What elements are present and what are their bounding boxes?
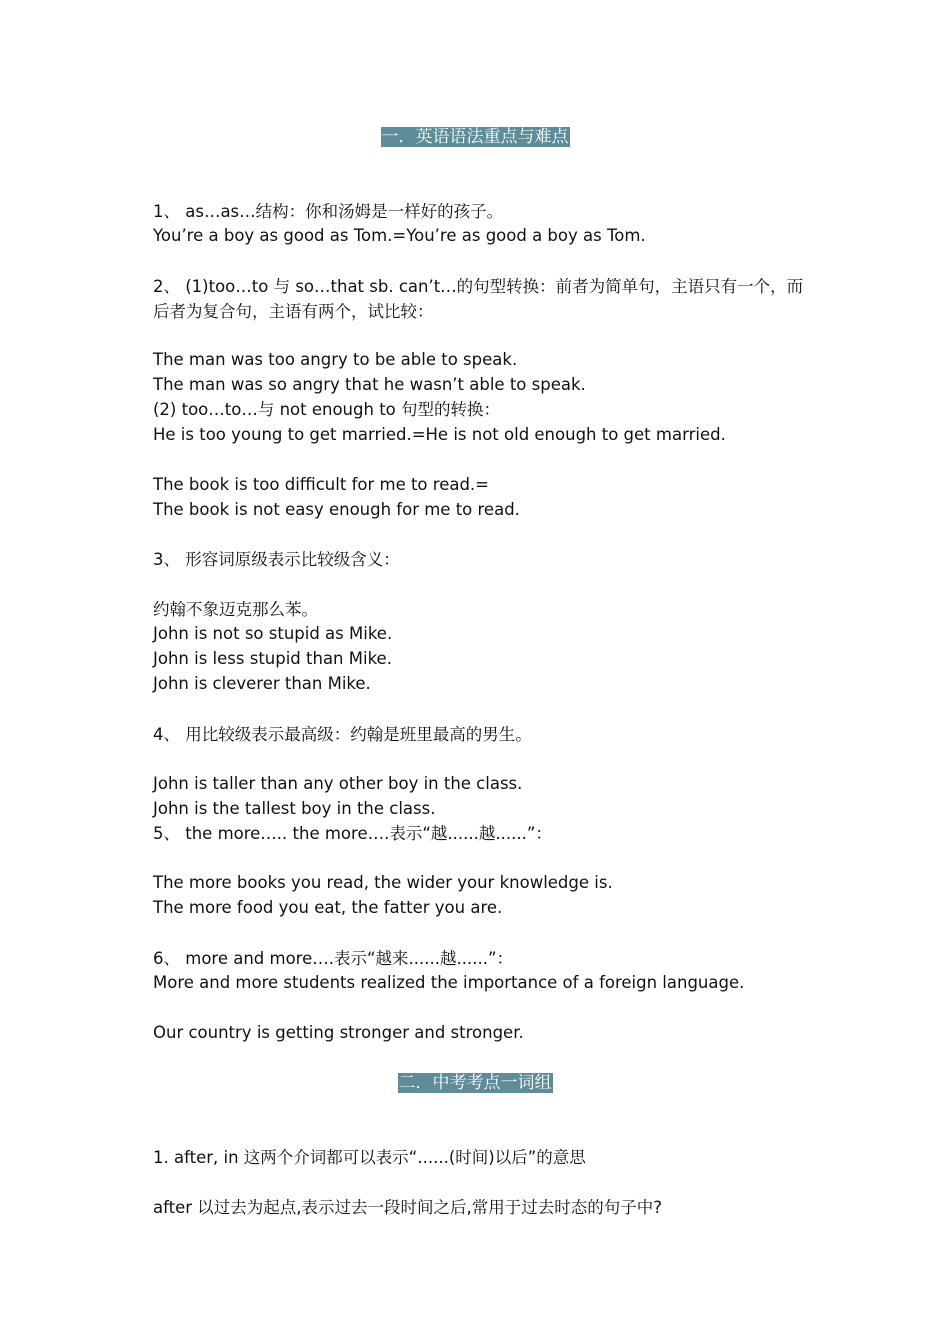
point-5-title: 5、 the more….. the more….表示“越......越......”： bbox=[153, 824, 552, 843]
point-1-title: 1、 as…as…结构：你和汤姆是一样好的孩子。 bbox=[153, 202, 504, 221]
point-2-example-2: The man was so angry that he wasn’t able to speak. bbox=[153, 375, 586, 394]
section-heading-phrases bbox=[0, 1073, 950, 1093]
phrase-1-note: after 以过去为起点,表示过去一段时间之后,常用于过去时态的句子中? bbox=[153, 1198, 663, 1217]
point-2-subtitle: (2) too…to…与 not enough to 句型的转换： bbox=[153, 400, 500, 419]
section-heading-grammar-text: 一．英语语法重点与难点 bbox=[381, 127, 569, 147]
point-3-example-2: John is less stupid than Mike. bbox=[153, 649, 392, 668]
point-3-example-1: John is not so stupid as Mike. bbox=[153, 624, 393, 643]
point-2-example-3: He is too young to get married.=He is not old enough to get married. bbox=[153, 425, 726, 444]
point-3-chinese: 约翰不象迈克那么苯。 bbox=[153, 600, 318, 619]
point-6-example-1: More and more students realized the importance of a foreign language. bbox=[153, 973, 745, 992]
phrase-1-title: 1. after, in 这两个介词都可以表示“......(时间)以后”的意思 bbox=[153, 1148, 586, 1167]
point-2-example-4: The book is too difficult for me to read.= bbox=[153, 475, 490, 494]
point-5-example-1: The more books you read, the wider your knowledge is. bbox=[153, 873, 613, 892]
point-4-title: 4、 用比较级表示最高级：约翰是班里最高的男生。 bbox=[153, 725, 532, 744]
point-2-example-5: The book is not easy enough for me to read. bbox=[153, 500, 520, 519]
point-6-example-2: Our country is getting stronger and stronger. bbox=[153, 1023, 524, 1042]
point-5-example-2: The more food you eat, the fatter you are. bbox=[153, 898, 503, 917]
point-3-example-3: John is cleverer than Mike. bbox=[153, 674, 371, 693]
point-6-title: 6、 more and more….表示“越来......越......”： bbox=[153, 949, 514, 968]
point-4-example-1: John is taller than any other boy in the class. bbox=[153, 774, 523, 793]
section-heading-phrases-text: 二．中考考点一词组 bbox=[398, 1073, 552, 1093]
point-2-example-1: The man was too angry to be able to speak. bbox=[153, 350, 518, 369]
section-heading-grammar bbox=[0, 127, 950, 147]
point-4-example-2: John is the tallest boy in the class. bbox=[153, 799, 436, 818]
point-2-title: 2、 (1)too…to 与 so…that sb. can’t…的句型转换：前者为简单句，主语只有一个，而后者为复合句，主语有两个，试比较： bbox=[153, 277, 804, 321]
point-1-example: You’re a boy as good as Tom.=You’re as good a boy as Tom. bbox=[153, 226, 646, 245]
point-3-title: 3、 形容词原级表示比较级含义： bbox=[153, 550, 400, 569]
